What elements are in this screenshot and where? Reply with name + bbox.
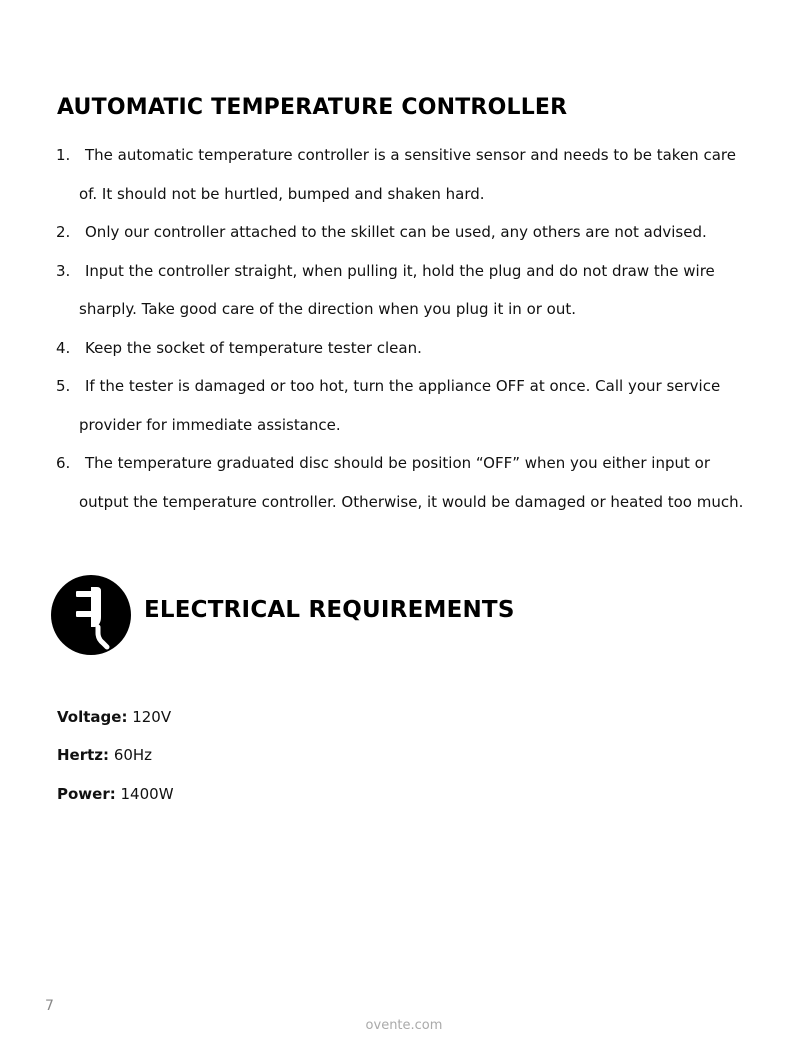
spec-value: 60Hz xyxy=(113,746,153,764)
spec-voltage xyxy=(57,708,171,726)
spec-value: 1400W xyxy=(120,785,174,803)
page-number: 7 xyxy=(45,998,54,1014)
spec-label: Voltage: xyxy=(57,708,128,726)
list-item xyxy=(56,136,756,213)
list-item-number: 4. xyxy=(56,338,71,357)
list-item-text: Keep the socket of temperature tester clean. xyxy=(85,338,422,357)
list-item xyxy=(56,367,756,444)
list-item-number: 6. xyxy=(56,454,71,472)
list-item-text: Input the controller straight, when pulling it, hold the plug and do not draw the wire sharply. Take good care of the direction when you plug it in or out. xyxy=(79,261,715,318)
list-item-number: 3. xyxy=(56,261,71,280)
spec-label: Hertz: xyxy=(57,746,110,764)
list-item-text: If the tester is damaged or too hot, turn the appliance OFF at once. Call your service provider for immediate assistance. xyxy=(79,377,721,434)
section-title-temperature-controller: AUTOMATIC TEMPERATURE CONTROLLER xyxy=(57,95,568,120)
list-item xyxy=(56,213,756,252)
list-item-text: Only our controller attached to the skillet can be used, any others are not advised. xyxy=(85,223,707,241)
list-item-number: 5. xyxy=(56,377,71,395)
spec-value: 120V xyxy=(132,708,172,726)
spec-power xyxy=(57,785,174,803)
footer-website: ovente.com xyxy=(365,1018,443,1033)
plug-icon xyxy=(51,575,131,655)
instruction-list xyxy=(56,136,756,521)
list-item-number: 2. xyxy=(56,223,71,241)
list-item xyxy=(56,444,756,521)
section-title-electrical-requirements: ELECTRICAL REQUIREMENTS xyxy=(144,597,515,623)
spec-label: Power: xyxy=(57,785,116,803)
list-item xyxy=(56,329,756,368)
list-item-text: The automatic temperature controller is a sensitive sensor and needs to be taken care of. It should not be hurtled, bumped and shaken hard. xyxy=(79,146,736,203)
spec-hertz xyxy=(57,746,152,764)
list-item-text: The temperature graduated disc should be position “OFF” when you either input or output the temperature controller. Otherwise, it would be damaged or heated too much. xyxy=(79,454,744,511)
list-item-number: 1. xyxy=(56,146,71,164)
list-item xyxy=(56,252,756,329)
